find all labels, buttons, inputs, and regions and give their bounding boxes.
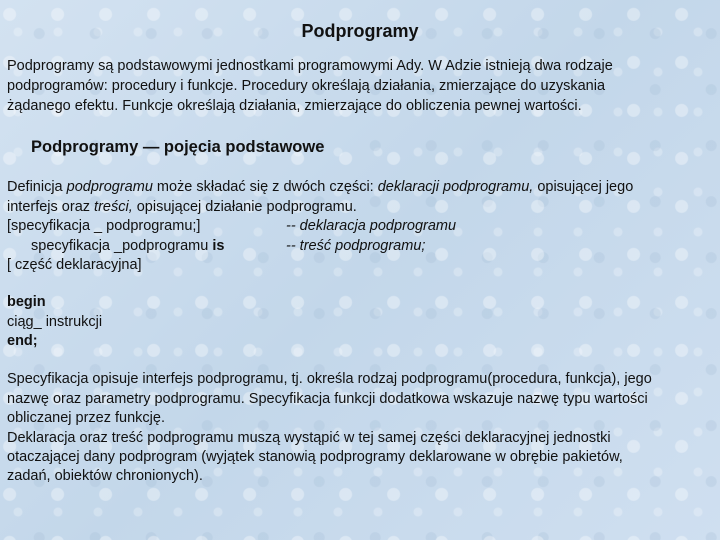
syntax-body-comment: -- treść podprogramu; <box>286 238 426 254</box>
definition-line-1 <box>7 178 633 198</box>
definition-text: opisującej jego <box>533 179 634 195</box>
closing-line-2: nazwę oraz parametry podprogramu. Specyfikacja funkcji dodatkowa wskazuje nazwę typu wartości <box>7 391 648 407</box>
syntax-statements: ciąg_ instrukcji <box>7 314 103 330</box>
closing-line-1: Specyfikacja opisuje interfejs podprogramu, tj. określa rodzaj podprogramu(procedura, funkcja), jego <box>7 371 652 387</box>
definition-text: opisującej działanie podprogramu. <box>132 199 357 215</box>
closing-line-3: obliczanej przez funkcję. <box>7 410 165 426</box>
slide-title: Podprogramy <box>301 21 419 41</box>
closing-line-5: otaczającej dany podprogram (wyjątek stanowią podprogramy deklarowane w obrębie pakietów, <box>7 449 623 465</box>
definition-text: Definicja <box>7 179 67 195</box>
syntax-body-text: specyfikacja _podprogramu <box>31 238 213 254</box>
closing-line-4: Deklaracja oraz treść podprogramu muszą wystąpić w tej samej części deklaracyjnej jednostki <box>7 430 611 446</box>
keyword-begin: begin <box>7 294 46 310</box>
syntax-body-line <box>31 237 224 257</box>
definition-text: może składać się z dwóch części: <box>152 179 378 195</box>
definition-text: interfejs oraz <box>7 199 95 215</box>
syntax-declarative-part: [ część deklaracyjna] <box>7 257 142 273</box>
syntax-spec-comment: -- deklaracja podprogramu <box>286 218 457 234</box>
closing-line-6: zadań, obiektów chronionych). <box>7 468 203 484</box>
keyword-is: is <box>212 238 225 254</box>
keyword-end: end; <box>7 333 38 349</box>
definition-line-2 <box>7 198 357 218</box>
definition-term-body: treści, <box>94 199 133 215</box>
intro-line-2: podprogramów: procedury i funkcje. Procedury określają działania, zmierzające do uzyskania <box>7 78 606 94</box>
intro-line-3: żądanego efektu. Funkcje określają działania, zmierzające do obliczenia pewnej wartości. <box>7 98 582 114</box>
definition-term-declaration: deklaracji podprogramu, <box>377 179 534 195</box>
definition-term-subprogram: podprogramu <box>66 179 153 195</box>
syntax-spec-line: [specyfikacja _ podprogramu;] <box>7 218 201 234</box>
intro-line-1: Podprogramy są podstawowymi jednostkami programowymi Ady. W Adzie istnieją dwa rodzaje <box>7 58 613 74</box>
section-subtitle: Podprogramy — pojęcia podstawowe <box>31 138 325 156</box>
